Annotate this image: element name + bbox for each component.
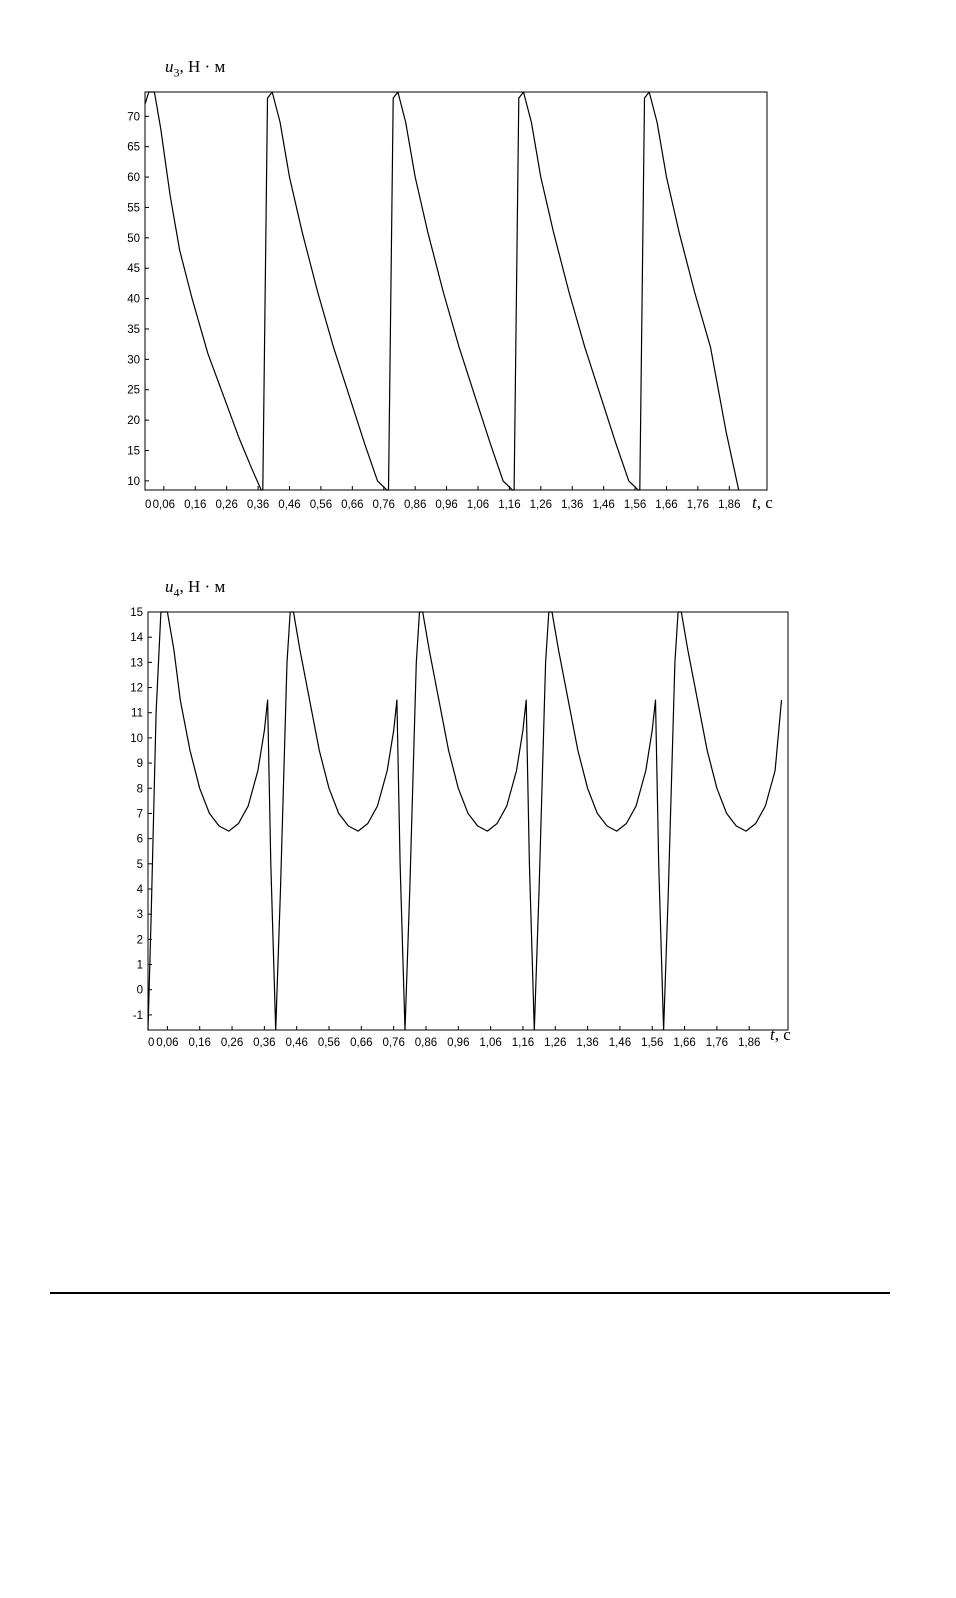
- x-tick-label: 1,06: [466, 499, 490, 511]
- chart-u3: [0, 55, 956, 525]
- y-tick-label: 4: [136, 883, 143, 896]
- x-tick-label: 0,86: [414, 1037, 438, 1049]
- y-tick-label: 5: [136, 858, 143, 871]
- plot-area: [0, 575, 956, 1055]
- x-tick-label: 1,86: [738, 1037, 761, 1049]
- x-tick-label: 0,66: [341, 499, 364, 511]
- x-tick-label: 0,06: [152, 499, 176, 511]
- y-tick-label: 70: [127, 111, 140, 124]
- y-tick-label: 2: [136, 934, 143, 947]
- x-axis-label: t, с: [752, 493, 773, 512]
- y-tick-label: 45: [127, 263, 140, 276]
- y-tick-label: 3: [136, 909, 143, 922]
- x-tick-label: 0,46: [285, 1037, 308, 1049]
- y-tick-label: 11: [131, 707, 143, 720]
- y-tick-label: 0: [136, 984, 143, 997]
- x-tick-label: 1,16: [498, 499, 521, 511]
- x-tick-label: 1,46: [608, 1037, 632, 1049]
- y-axis-label: $u_4$, Н · м: [165, 577, 226, 600]
- x-tick-label: 1,86: [718, 499, 741, 511]
- x-tick-label: 0,26: [220, 1037, 244, 1049]
- y-axis-label: $u_3$, Н · м: [165, 57, 226, 80]
- x-tick-label: 0,26: [215, 499, 238, 511]
- plot-area: [0, 55, 956, 525]
- y-tick-label: -1: [132, 1009, 143, 1022]
- x-tick-label: 0,16: [188, 1037, 211, 1049]
- chart-u4: [0, 575, 956, 1055]
- y-tick-label: 12: [130, 682, 143, 695]
- y-tick-label: 55: [127, 202, 140, 215]
- y-tick-label: 35: [127, 323, 140, 336]
- y-tick-label: 65: [127, 141, 140, 154]
- x-tick-label: 0,86: [403, 499, 427, 511]
- x-tick-label: 0: [145, 499, 152, 511]
- x-tick-label: 1,66: [673, 1037, 696, 1049]
- y-tick-label: 30: [127, 354, 140, 367]
- x-tick-label: 1,46: [592, 499, 615, 511]
- x-tick-label: 1,76: [686, 499, 710, 511]
- y-tick-label: 15: [130, 607, 143, 619]
- x-tick-label: 1,26: [544, 1037, 567, 1049]
- x-tick-label: 0,76: [382, 1037, 405, 1049]
- y-tick-label: 10: [130, 732, 143, 745]
- y-tick-label: 14: [130, 632, 143, 645]
- y-tick-label: 60: [127, 172, 140, 185]
- x-tick-label: 1,76: [705, 1037, 729, 1049]
- x-tick-label: 0,36: [253, 1037, 276, 1049]
- y-tick-label: 8: [136, 783, 143, 796]
- y-tick-label: 15: [127, 445, 140, 458]
- x-tick-label: 1,56: [641, 1037, 664, 1049]
- y-tick-label: 25: [127, 384, 140, 397]
- series-line: [145, 92, 739, 490]
- y-tick-label: 10: [127, 475, 140, 488]
- x-tick-label: 1,16: [511, 1037, 535, 1049]
- y-tick-label: 1: [136, 959, 143, 972]
- y-tick-label: 13: [130, 657, 143, 670]
- x-tick-label: 0,66: [350, 1037, 373, 1049]
- x-tick-label: 0,76: [372, 499, 395, 511]
- x-tick-label: 1,06: [479, 1037, 502, 1049]
- x-tick-label: 1,66: [655, 499, 678, 511]
- y-tick-label: 9: [136, 758, 143, 771]
- y-tick-label: 7: [136, 808, 143, 821]
- page-divider: [50, 1292, 890, 1294]
- x-tick-label: 0,16: [184, 499, 207, 511]
- x-tick-label: 1,36: [561, 499, 584, 511]
- x-tick-label: 0,56: [309, 499, 333, 511]
- x-tick-label: 0,36: [246, 499, 270, 511]
- y-tick-label: 6: [136, 833, 143, 846]
- y-tick-label: 20: [127, 415, 140, 428]
- x-tick-label: 0,46: [278, 499, 301, 511]
- x-tick-label: 0,96: [447, 1037, 470, 1049]
- x-tick-label: 1,36: [576, 1037, 599, 1049]
- x-tick-label: 1,56: [623, 499, 647, 511]
- x-tick-label: 0: [148, 1037, 155, 1049]
- y-tick-label: 50: [127, 232, 140, 245]
- x-tick-label: 1,26: [529, 499, 553, 511]
- x-tick-label: 0,56: [317, 1037, 341, 1049]
- x-axis-label: t, с: [770, 1025, 791, 1044]
- x-tick-label: 0,96: [435, 499, 458, 511]
- plot-frame: [145, 92, 767, 490]
- y-tick-label: 40: [127, 293, 140, 306]
- x-tick-label: 0,06: [156, 1037, 179, 1049]
- series-line: [148, 612, 782, 1030]
